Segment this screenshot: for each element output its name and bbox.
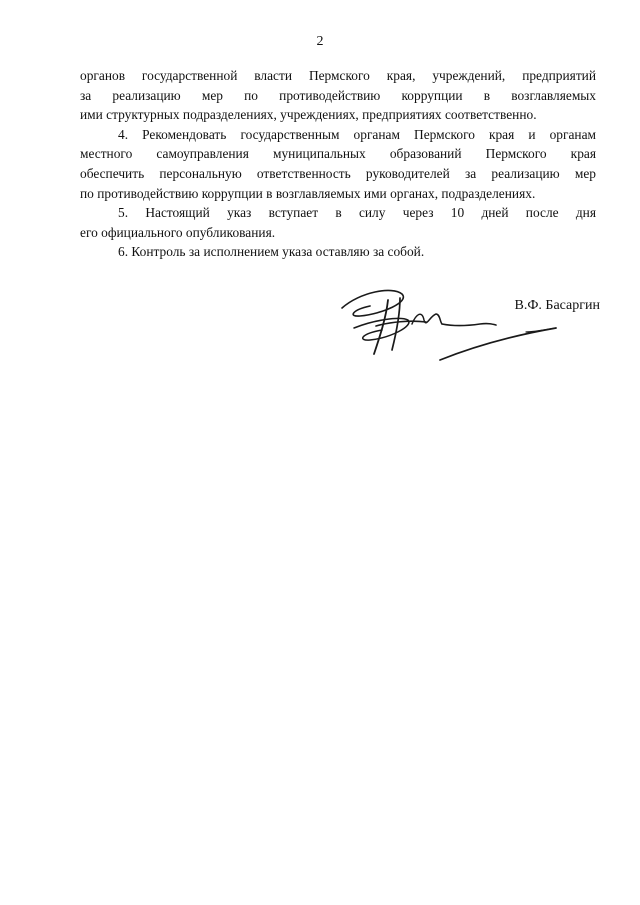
paragraph-4 bbox=[80, 125, 596, 203]
document-body bbox=[80, 66, 596, 262]
text-line: 5. Настоящий указ вступает в силу через 10 дней после дня bbox=[118, 205, 596, 221]
paragraph-3-continuation bbox=[80, 66, 596, 125]
page-number: 2 bbox=[316, 34, 324, 49]
paragraph-6 bbox=[80, 242, 596, 262]
text-line: по противодействию коррупции в возглавляемых ими органах, подразделениях. bbox=[80, 185, 536, 201]
text-line: 4. Рекомендовать государственным органам Пермского края и органам bbox=[118, 126, 596, 142]
signer-name: В.Ф. Басаргин bbox=[514, 298, 600, 313]
text-line: 6. Контроль за исполнением указа оставляю за собой. bbox=[118, 244, 425, 260]
text-line: местного самоуправления муниципальных образований Пермского края bbox=[80, 146, 596, 162]
text-line: за реализацию мер по противодействию коррупции в возглавляемых bbox=[80, 87, 596, 103]
text-line: ими структурных подразделениях, учреждениях, предприятиях соответственно. bbox=[80, 107, 537, 123]
signature-block bbox=[330, 280, 600, 380]
text-line: его официального опубликования. bbox=[80, 224, 276, 240]
handwritten-signature-icon bbox=[330, 280, 565, 375]
text-line: органов государственной власти Пермского края, учреждений, предприятий bbox=[80, 68, 596, 83]
paragraph-5 bbox=[80, 203, 596, 242]
text-line: обеспечить персональную ответственность руководителей за реализацию мер bbox=[80, 165, 596, 181]
